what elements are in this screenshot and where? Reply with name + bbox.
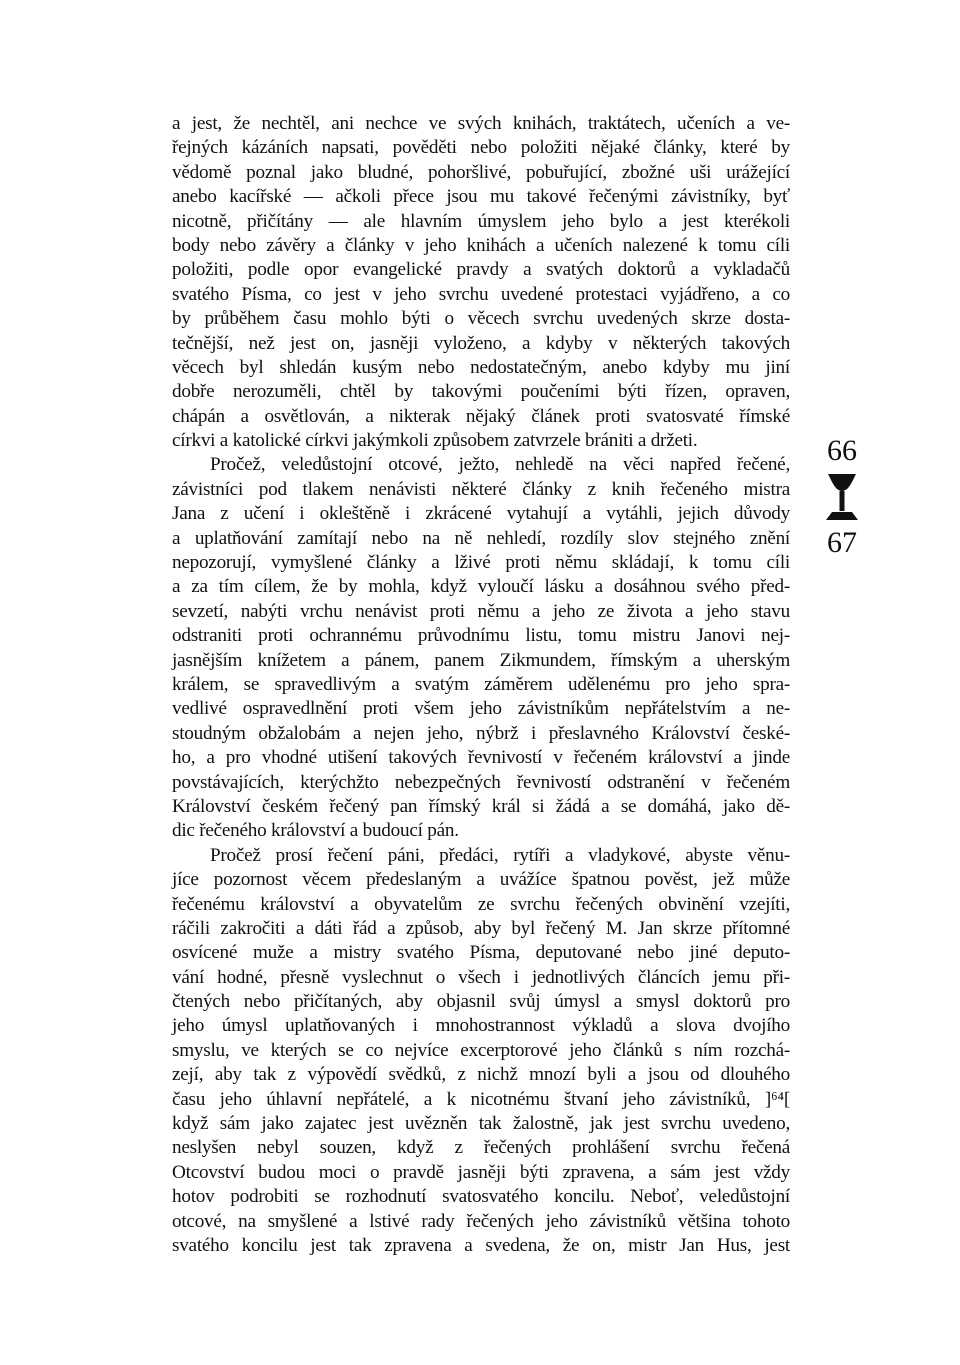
chalice-icon	[826, 472, 858, 524]
text-line: ho, a pro vhodné utišení takových řevnivostí v řečeném království a jinde	[172, 747, 790, 769]
page-number-bottom: 67	[827, 526, 857, 559]
text-line: řečenému království a obyvatelům ze svrchu řečených obvinění vzejíti,	[172, 893, 790, 915]
text-line: sevzetí, nabýti vrchu nenávist proti němu a jeho ze života a jeho stavu	[172, 600, 790, 622]
text-line: vání hodné, přesně vyslechnut o všech i jednotlivých článcích jemu při-	[172, 966, 790, 988]
text-line: čtených nebo přičítaných, aby objasnil svůj úmysl a smysl doktorů pro	[172, 991, 790, 1013]
text-line: by průběhem času mohlo býti o věcech svrchu uvedených skrze dosta-	[172, 308, 790, 330]
text-line: Pročež, veledůstojní otcové, ježto, nehledě na věci napřed řečené,	[210, 454, 790, 476]
text-line: povstávajících, kterýchžto nebezpečných řevnivostí odstranění v řečeném	[172, 771, 790, 793]
text-line: Otcovství budou moci o pravdě jasněji býti zpravena, a sám jest vždy	[172, 1161, 790, 1183]
text-line: jasnějším knížetem a pánem, panem Zikmundem, římským a uherským	[172, 649, 790, 671]
text-line: věcech byl shledán kusým nebo nedostatečným, anebo kdyby mu jiní	[172, 356, 790, 378]
text-line: osvícené muže a mistry svatého Písma, deputované nebo jiné deputo-	[172, 942, 790, 964]
text-line: a uplatňování zamítají nebo na ně nehledí, rozdíly slov stejného znění	[172, 527, 790, 549]
text-line: stoudným obžalobám a nejen jeho, nýbrž i přeslavného Království české-	[172, 722, 790, 744]
text-line: vedlivé ospravedlnění proti všem jeho závistníkům nepřátelstvím a ne-	[172, 698, 790, 720]
text-line: položiti, podle opor evangelické pravdy a svatých doktorů a vykladačů	[172, 259, 790, 281]
text-line: řejných kázáních napsati, pověděti nebo položiti nějaké články, které by	[172, 137, 790, 159]
page-number-top: 66	[827, 434, 857, 467]
text-line: Království českém řečený pan římský král si žádá a se domáhá, jako dě-	[172, 795, 790, 817]
text-line: chápán a osvětlován, a nikterak nějaký článek proti svatosvaté římské	[172, 405, 790, 427]
text-line: vědomě poznal jako bludné, pohoršlivé, pobuřující, zbožné uši urážející	[172, 161, 790, 183]
main-text	[172, 112, 790, 1258]
text-line: dic řečeného království a budoucí pán.	[172, 820, 459, 842]
text-line: a za tím cílem, že by mohla, když vyloučí lásku a dosáhnou svého před-	[172, 576, 790, 598]
text-line: jíce pozornost věcem předeslaným a uvážíce špatnou pověst, jež může	[172, 869, 790, 891]
text-line: Pročež prosí řečení páni, předáci, rytíři a vladykové, abyste věnu-	[210, 844, 790, 866]
text-line: nepozorují, vymyšlené články a lživé proti němu skládají, k tomu cíli	[172, 552, 790, 574]
text-line: tečnější, než jest on, jasněji vyloženo, a kdyby v některých takových	[172, 332, 790, 354]
text-line: Jana z učení i okleštěně i zkrácené vytahují a vytáhli, jejich důvody	[172, 503, 790, 525]
text-line: neslyšen nebyl souzen, když z řečených prohlášení svrchu řečená	[172, 1137, 790, 1159]
text-line: odstraniti proti ochrannému průvodnímu listu, tomu mistru Janovi nej-	[172, 625, 790, 647]
text-line: církvi a katolické církvi jakýmkoli způsobem zatvrzele brániti a držeti.	[172, 430, 698, 452]
text-line: když sám jako zajatec jest uvězněn tak žalostně, jak jest svrchu uvedeno,	[172, 1113, 790, 1135]
text-line: králem, se spravedlivým a svatým záměrem udělenému pro jeho spra-	[172, 673, 790, 695]
text-line: anebo kacířské — ačkoli přece jsou mu takové řečenými závistníky, byť	[172, 186, 790, 208]
text-line: svatého Písma, co jest v jeho svrchu uvedené protestaci vyjádřeno, a co	[172, 283, 790, 305]
text-line: smyslu, ve kterých se co nejvíce excerptorové jeho článků s ním rozchá-	[172, 1039, 790, 1061]
text-line: závistníci pod tlakem nenávisti některé články z knih řečeného mistra	[172, 478, 790, 500]
text-line: body nebo závěry a články v jeho knihách a učeních nalezené k tomu cíli	[172, 234, 790, 256]
text-line: ráčili zakročiti a dáti řád a způsob, aby byl řečený M. Jan skrze přítomné	[172, 917, 790, 939]
text-line: a jest, že nechtěl, ani nechce ve svých knihách, traktátech, učeních a ve-	[172, 113, 790, 134]
text-line: času jeho úhlavní nepřátelé, a k nicotnému štvaní jeho závistníků, ]⁶⁴[	[172, 1088, 790, 1110]
text-line: jeho úmysl uplatňovaných i mnohostrannost výkladů a slova dvojího	[172, 1015, 790, 1037]
text-line: zejí, aby tak z výpovědí svědků, z nichž mnozí byli a jsou od dlouhého	[172, 1064, 790, 1086]
text-line: otcové, na smyšlené a lstivé rady řečených jeho závistníků většina tohoto	[172, 1210, 790, 1232]
text-line: svatého koncilu jest tak zpravena a svedena, že on, mistr Jan Hus, jest	[172, 1234, 790, 1256]
text-line: nicotně, přičítány — ale hlavním úmyslem jeho bylo a jest kterékoli	[172, 210, 790, 232]
text-line: dobře nerozuměli, chtěl by takovými poučeními býti řízen, opraven,	[172, 381, 790, 403]
text-line: hotov podrobiti se rozhodnutí svatosvatého koncilu. Neboť, veledůstojní	[172, 1186, 790, 1208]
